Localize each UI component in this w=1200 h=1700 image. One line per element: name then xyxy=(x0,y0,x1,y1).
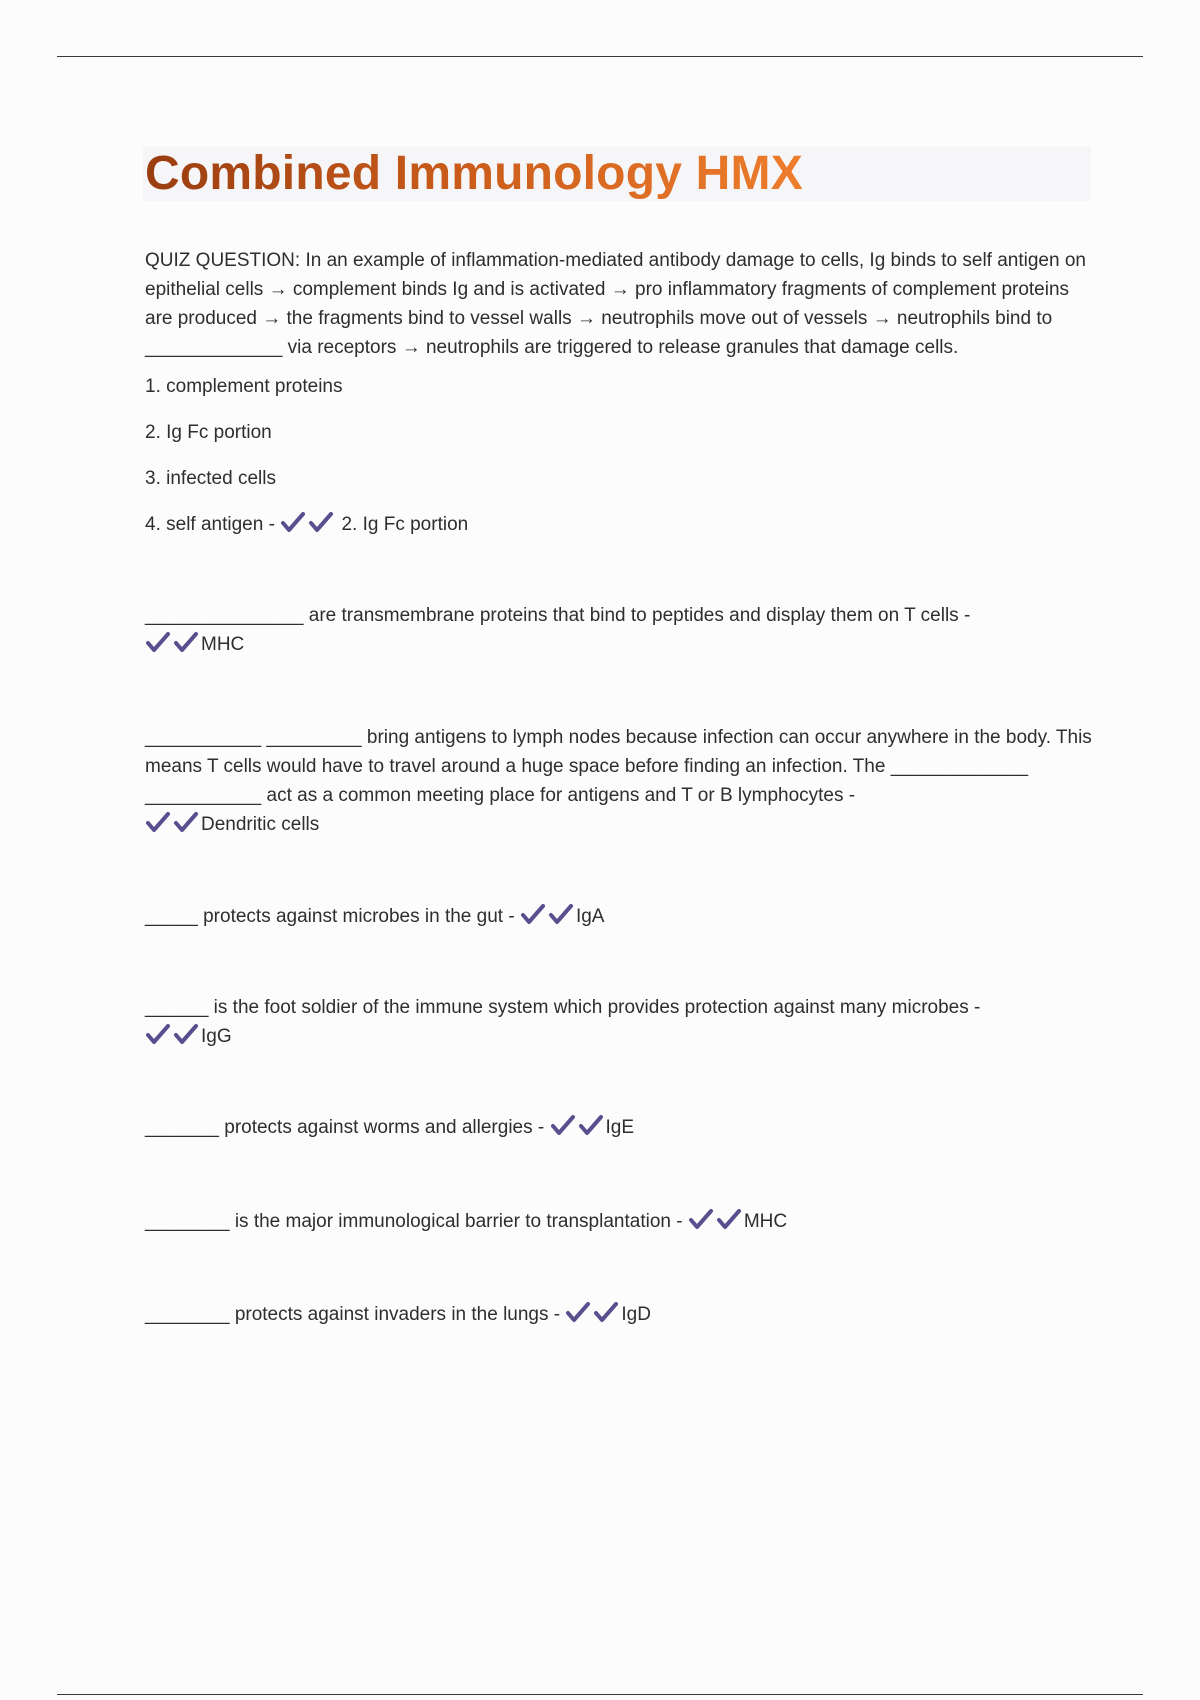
qa-item xyxy=(145,902,1095,931)
document-content xyxy=(145,246,1095,1329)
answer-text: IgE xyxy=(605,1117,635,1138)
option-1: 1. complement proteins xyxy=(145,376,343,397)
qa-item xyxy=(145,601,1095,659)
qa-item xyxy=(145,1113,1095,1142)
double-check-icon xyxy=(145,811,199,833)
option-3: 3. infected cells xyxy=(145,468,276,489)
answer-text: MHC xyxy=(201,634,245,655)
option-4: 4. self antigen - xyxy=(145,514,275,535)
bottom-rule xyxy=(57,1694,1143,1695)
answer-text: IgA xyxy=(575,906,605,927)
qa-item xyxy=(145,723,1095,839)
question-text: ___________ _________ bring antigens to lymph nodes because infection can occur anywhere in the body. This means T cells would have to travel around a huge space before finding an infection. The _____________ ___________ act as a common meeting place for antigens and T or B lymphocytes - xyxy=(145,727,1092,806)
qa-item xyxy=(145,993,1095,1051)
question-text: ______ is the foot soldier of the immune system which provides protection against many microbes - xyxy=(145,997,981,1018)
question-text: _______________ are transmembrane proteins that bind to peptides and display them on T cells - xyxy=(145,605,971,626)
option-2: 2. Ig Fc portion xyxy=(145,422,272,443)
question-1-options xyxy=(145,372,1095,556)
option-4-with-answer xyxy=(145,510,1095,556)
answer-text: IgD xyxy=(621,1304,651,1325)
question-text: ________ is the major immunological barrier to transplantation - xyxy=(145,1211,683,1232)
double-check-icon xyxy=(565,1301,619,1323)
document-title: Combined Immunology HMX xyxy=(145,147,803,200)
question-1-text: QUIZ QUESTION: In an example of inflammation-mediated antibody damage to cells, Ig binds to self antigen on epithelial cells → complement binds Ig and is activated → pro inflammatory fragments of complement proteins are produced → the fragments bind to vessel walls → neutrophils move out of vessels → neutrophils bind to _____________ via receptors → neutrophils are triggered to release granules that damage cells. xyxy=(145,250,1086,358)
top-rule xyxy=(57,56,1143,57)
double-check-icon xyxy=(280,511,334,533)
answer-text: MHC xyxy=(743,1211,788,1232)
double-check-icon xyxy=(520,903,574,925)
qa-item xyxy=(145,1207,1095,1236)
answer-1: 2. Ig Fc portion xyxy=(341,514,469,535)
answer-text: Dendritic cells xyxy=(201,814,320,835)
question-text: ________ protects against invaders in the lungs - xyxy=(145,1304,561,1325)
answer-text: IgG xyxy=(201,1026,232,1047)
double-check-icon xyxy=(550,1114,604,1136)
double-check-icon xyxy=(145,1023,199,1045)
double-check-icon xyxy=(145,631,199,653)
double-check-icon xyxy=(688,1208,742,1230)
question-text: _____ protects against microbes in the gut - xyxy=(145,906,515,927)
question-text: _______ protects against worms and allergies - xyxy=(145,1117,545,1138)
qa-item xyxy=(145,1300,1095,1329)
